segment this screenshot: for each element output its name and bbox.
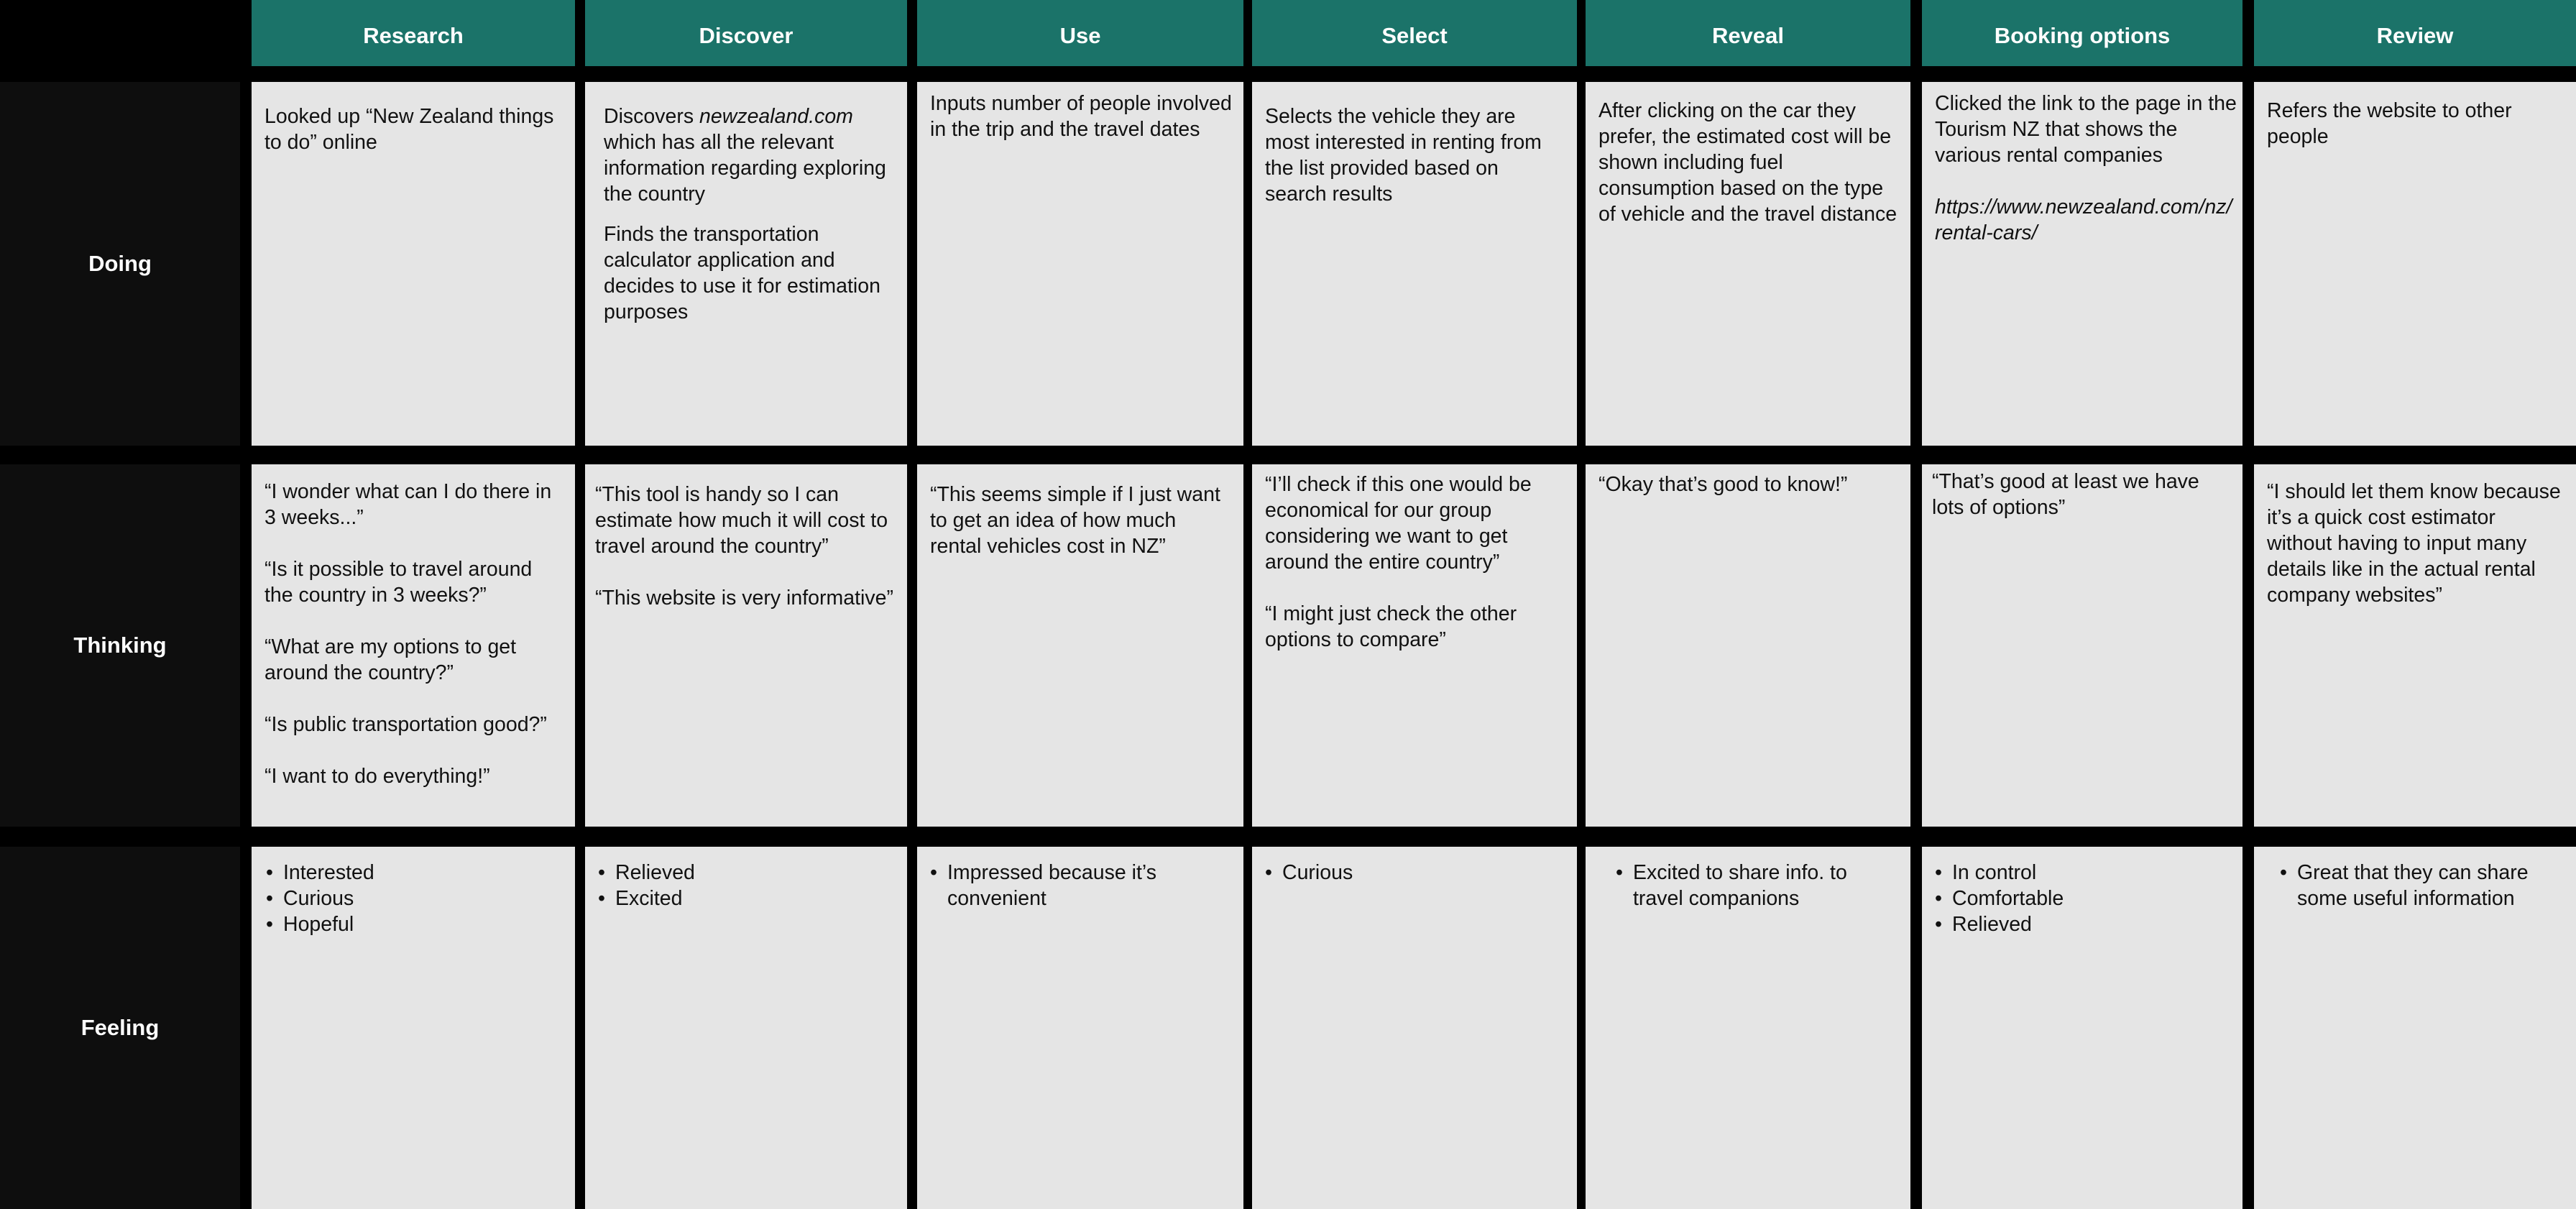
feeling-list <box>2276 860 2564 911</box>
bullet-icon: • <box>1935 887 1942 910</box>
feeling-select-cell <box>1252 847 1577 1209</box>
stage-header-reveal: Reveal <box>1586 0 1910 66</box>
feeling-list <box>926 860 1232 911</box>
feeling-item <box>262 911 564 937</box>
bullet-icon: • <box>1935 913 1942 936</box>
quote: “This tool is handy so I can estimate how much it will cost to travel around the country” <box>595 483 888 558</box>
cell-text: Selects the vehicle they are most interested in renting from the list provided based on search results <box>1265 105 1542 206</box>
cell-text: Finds the transportation calculator application and decides to use it for estimation purposes <box>604 223 880 323</box>
text-prefix: Discovers <box>604 105 700 128</box>
quote: “What are my options to get around the country?” <box>264 635 517 684</box>
bullet-icon: • <box>598 887 605 910</box>
doing-select-cell <box>1252 82 1577 446</box>
feeling-item <box>1931 886 2231 911</box>
thinking-review-cell <box>2254 464 2576 827</box>
feeling-list <box>1261 860 1565 886</box>
bullet-icon: • <box>1265 861 1272 884</box>
feeling-item <box>1931 911 2231 937</box>
thinking-research-cell <box>252 464 575 827</box>
quote: “I might just check the other options to compare” <box>1265 602 1517 651</box>
quote: “I’ll check if this one would be economical for our group considering we want to get around the entire country” <box>1265 473 1532 574</box>
doing-booking-options-cell <box>1922 82 2242 446</box>
feeling-text: Excited to share info. to travel companions <box>1633 861 1847 910</box>
feeling-text: Interested <box>283 861 374 884</box>
bullet-icon: • <box>1616 861 1623 884</box>
doing-review-cell <box>2254 82 2576 446</box>
thinking-discover-cell <box>585 464 907 827</box>
feeling-item <box>1931 860 2231 886</box>
feeling-research-cell <box>252 847 575 1209</box>
quote: “This website is very informative” <box>595 587 893 610</box>
doing-research-cell <box>252 82 575 446</box>
feeling-item <box>926 860 1232 911</box>
bullet-icon: • <box>266 887 273 910</box>
feeling-discover-cell <box>585 847 907 1209</box>
quote: “I want to do everything!” <box>264 765 490 788</box>
feeling-item <box>1261 860 1565 886</box>
feeling-reveal-cell <box>1586 847 1910 1209</box>
feeling-item <box>594 860 896 886</box>
row-label-feeling: Feeling <box>0 847 240 1209</box>
doing-discover-cell <box>585 82 907 446</box>
feeling-text: Impressed because it’s convenient <box>947 861 1156 910</box>
feeling-text: Great that they can share some useful information <box>2297 861 2529 910</box>
feeling-list <box>594 860 896 911</box>
bullet-icon: • <box>266 913 273 936</box>
quote: “This seems simple if I just want to get an idea of how much rental vehicles cost in NZ” <box>930 483 1220 558</box>
feeling-list <box>262 860 564 937</box>
feeling-text: Excited <box>615 887 683 910</box>
bullet-icon: • <box>930 861 937 884</box>
stage-header-discover: Discover <box>585 0 907 66</box>
cell-text <box>604 104 904 207</box>
stage-header-review: Review <box>2254 0 2576 66</box>
doing-reveal-cell <box>1586 82 1910 446</box>
feeling-text: In control <box>1952 861 2037 884</box>
feeling-item <box>262 886 564 911</box>
feeling-list <box>1931 860 2231 937</box>
cell-text: Refers the website to other people <box>2267 99 2512 148</box>
feeling-text: Curious <box>283 887 354 910</box>
quote: “I should let them know because it’s a quick cost estimator without having to input many details like in the actual rental company websites” <box>2267 480 2561 607</box>
stage-header-use: Use <box>917 0 1243 66</box>
feeling-booking-options-cell <box>1922 847 2242 1209</box>
feeling-use-cell <box>917 847 1243 1209</box>
rental-cars-link[interactable]: https://www.newzealand.com/nz/rental-cars/ <box>1935 196 2232 244</box>
doing-use-cell <box>917 82 1243 446</box>
stage-header-booking-options: Booking options <box>1922 0 2242 66</box>
row-label-doing: Doing <box>0 82 240 446</box>
bullet-icon: • <box>598 861 605 884</box>
quote: “Is public transportation good?” <box>264 713 547 736</box>
bullet-icon: • <box>1935 861 1942 884</box>
text-suffix: which has all the relevant information regarding exploring the country <box>604 131 886 206</box>
feeling-item <box>1611 860 1899 911</box>
feeling-text: Hopeful <box>283 913 354 936</box>
bullet-icon: • <box>266 861 273 884</box>
stage-header-select: Select <box>1252 0 1577 66</box>
corner-blank <box>0 0 240 66</box>
stage-header-research: Research <box>252 0 575 66</box>
cell-text: Clicked the link to the page in the Tourism NZ that shows the various rental companies <box>1935 92 2237 167</box>
quote: “That’s good at least we have lots of options” <box>1932 470 2199 519</box>
thinking-use-cell <box>917 464 1243 827</box>
feeling-text: Relieved <box>1952 913 2032 936</box>
quote: “Is it possible to travel around the country in 3 weeks?” <box>264 558 533 607</box>
bullet-icon: • <box>2280 861 2287 884</box>
thinking-select-cell <box>1252 464 1577 827</box>
cell-text: After clicking on the car they prefer, the estimated cost will be shown including fuel consumption based on the type of vehicle and the travel distance <box>1598 99 1898 226</box>
feeling-text: Relieved <box>615 861 695 884</box>
quote: “I wonder what can I do there in 3 weeks...” <box>264 480 552 529</box>
feeling-review-cell <box>2254 847 2576 1209</box>
feeling-item <box>262 860 564 886</box>
feeling-item <box>594 886 896 911</box>
site-name: newzealand.com <box>699 105 853 128</box>
thinking-reveal-cell <box>1586 464 1910 827</box>
feeling-text: Comfortable <box>1952 887 2064 910</box>
cell-text: Inputs number of people involved in the trip and the travel dates <box>930 92 1232 141</box>
feeling-list <box>1611 860 1899 911</box>
row-label-thinking: Thinking <box>0 464 240 827</box>
quote: “Okay that’s good to know!” <box>1598 473 1848 496</box>
cell-text: Looked up “New Zealand things to do” online <box>264 105 554 154</box>
feeling-item <box>2276 860 2564 911</box>
thinking-booking-options-cell <box>1922 464 2242 827</box>
feeling-text: Curious <box>1282 861 1353 884</box>
